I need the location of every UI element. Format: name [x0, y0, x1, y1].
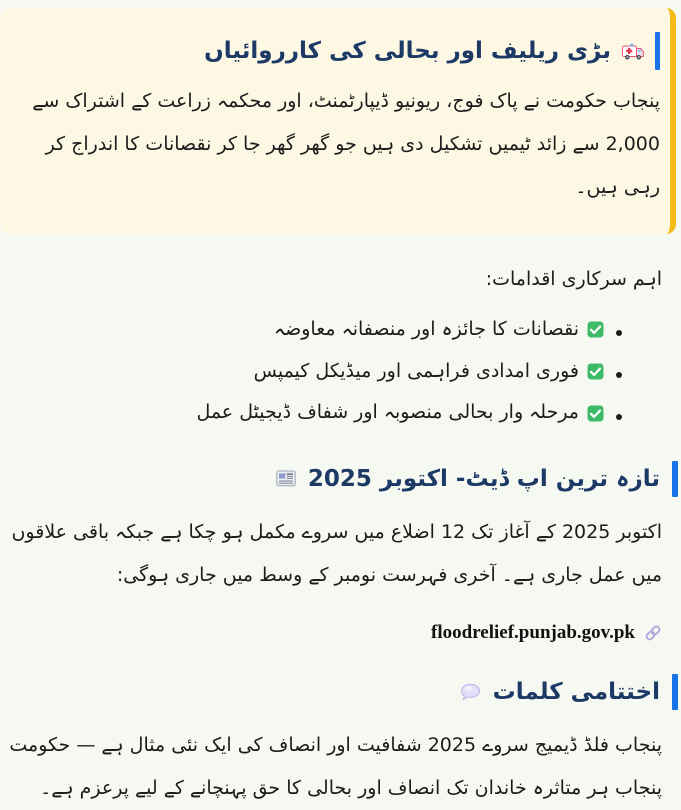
closing-section-heading	[6, 674, 678, 710]
heading-accent-bar	[655, 32, 660, 70]
measures-list	[6, 315, 604, 431]
newspaper-icon	[276, 470, 296, 487]
measures-intro: اہم سرکاری اقدامات:	[485, 268, 662, 291]
list-item-label: • فوری امدادی فراہمی اور میڈیکل کیمپس	[253, 359, 579, 382]
list-item-label: • نقصانات کا جائزہ اور منصفانہ معاوضہ	[273, 318, 579, 340]
heading-accent-bar	[672, 674, 678, 710]
main-content	[0, 258, 681, 810]
relief-heading-row	[16, 32, 660, 70]
link-icon	[644, 624, 662, 642]
update-title: تازہ ترین اپ ڈیٹ- اکتوبر 2025	[307, 465, 660, 492]
check-icon	[587, 405, 604, 422]
relief-body-text: پنجاب حکومت نے پاک فوج، ریونیو ڈیپارٹمنٹ، اور محکمہ زراعت کے اشتراک سے 2,000 سے زائد ٹیمیں تشکیل دی ہیں جو گھر گھر جا کر نقصانات کا اندراج کر رہی ہیں۔	[32, 90, 660, 198]
relief-title: بڑی ریلیف اور بحالی کی کارروائیاں	[204, 37, 611, 64]
relief-callout-box	[0, 8, 676, 234]
flood-relief-link[interactable]: floodrelief.punjab.gov.pk	[431, 622, 635, 644]
list-item	[6, 398, 604, 431]
flood-relief-link-row	[6, 622, 662, 644]
check-icon	[587, 321, 604, 338]
update-body-text: اکتوبر 2025 کے آغاز تک 12 اضلاع میں سروے مکمل ہو چکا ہے جبکہ باقی علاقوں میں عمل جاری ہے۔ آخری فہرست نومبر کے وسط میں جاری ہوگی:	[11, 520, 662, 586]
check-icon	[587, 363, 604, 380]
closing-title: اختتامی کلمات	[492, 679, 660, 706]
closing-body-text: پنجاب فلڈ ڈیمیج سروے 2025 شفافیت اور انصاف کی ایک نئی مثال ہے — حکومت پنجاب ہر متاثرہ خاندان تک انصاف اور بحالی کا حق پہنچانے کے لیے پرعزم ہے۔	[9, 734, 662, 800]
heading-accent-bar	[672, 461, 678, 497]
speech-balloon-icon	[460, 683, 481, 702]
update-section-heading	[6, 461, 678, 497]
list-item	[6, 357, 604, 390]
list-item	[6, 315, 604, 348]
list-item-label: • مرحلہ وار بحالی منصوبہ اور شفاف ڈیجیٹل عمل	[196, 401, 579, 424]
ambulance-icon	[621, 41, 645, 61]
